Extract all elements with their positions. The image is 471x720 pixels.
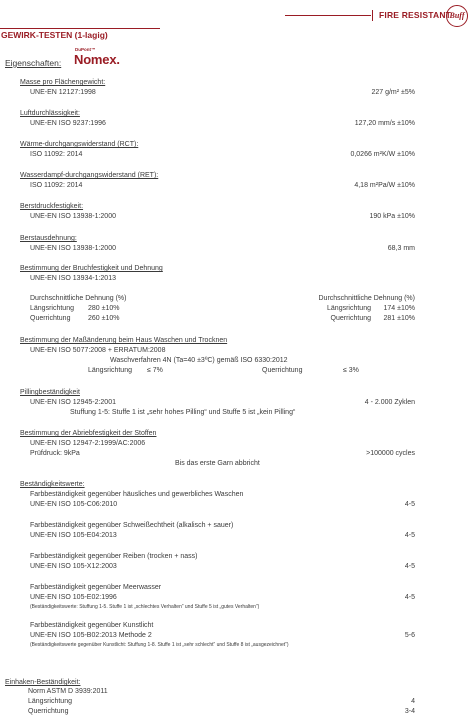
header-divider — [372, 10, 373, 21]
section-rule — [0, 28, 160, 29]
property-standard: UNE-EN ISO 13938-1:2000 — [30, 245, 116, 252]
property-name: Wärme-durchgangswiderstand (RCT): — [20, 141, 139, 148]
fastness-note: (Beständigkeitswerte gegenüber Kunstlicht: Stuffung 1-8. Stuffe 1 ist „sehr schlecht“ und Stuffe 8 ist „ausgezeichnet“) — [30, 642, 289, 648]
right-row-value: 281 ±10% — [383, 315, 415, 322]
buff-logo-icon: Buff — [446, 5, 468, 27]
property-standard: UNE-EN ISO 13938-1:2000 — [30, 213, 116, 220]
test-standard: UNE-EN ISO 12945-2:2001 — [30, 399, 116, 406]
property-standard: UNE-EN ISO 9237:1996 — [30, 120, 106, 127]
property-standard: ISO 11092: 2014 — [30, 151, 83, 158]
test-note: Stuffung 1-5: Stuffe 1 ist „sehr hohes Pilling“ und Stuffe 5 ist „kein Pilling“ — [70, 409, 296, 416]
test-name: Bestimmung der Abriebfestigkeit der Stoffen — [20, 430, 157, 437]
fastness-value: 5-6 — [404, 632, 415, 639]
fastness-label: Farbbeständigkeit gegenüber häusliches und gewerbliches Waschen — [30, 491, 244, 498]
fastness-label: Farbbeständigkeit gegenüber Reiben (trocken + nass) — [30, 553, 198, 560]
test-name: Pillingbeständigkeit — [20, 389, 80, 396]
cross-value: 3-4 — [404, 708, 415, 715]
fastness-note: (Beständigkeitswerte: Stuffung 1-5. Stuffe 1 ist „schlechtes Verhalten“ und Stuffe 5 ist „gutes Verhalten“) — [30, 604, 260, 610]
property-name: Berstausdehnung: — [20, 235, 77, 242]
test-name: Bestimmung der Bruchfestigkeit und Dehnung — [20, 265, 163, 272]
property-standard: ISO 11092: 2014 — [30, 182, 83, 189]
test-value: >100000 cycles — [366, 450, 415, 457]
right-row-value: 174 ±10% — [383, 305, 415, 312]
fastness-label: Farbbeständigkeit gegenüber Schweißechtheit (alkalisch + sauer) — [30, 522, 234, 529]
left-row-label: Längsrichtung — [30, 305, 74, 312]
fastness-standard: UNE-EN ISO 105-C06:2010 — [30, 501, 118, 508]
fastness-standard: UNE-EN ISO 105-E04:2013 — [30, 532, 117, 539]
right-heading: Durchschnittliche Dehnung (%) — [318, 295, 415, 302]
cross-label: Querrichtung — [28, 708, 69, 715]
property-value: 4,18 m²Pa/W ±10% — [354, 182, 415, 189]
fastness-value: 4-5 — [404, 563, 415, 570]
cross-label: Querrichtung — [262, 367, 303, 374]
test-note: Bis das erste Garn abbricht — [175, 460, 260, 467]
left-row-label: Querrichtung — [30, 315, 71, 322]
long-value: 4 — [411, 698, 415, 705]
brand-text: FIRE RESISTANT — [379, 10, 452, 20]
property-value: 127,20 mm/s ±10% — [354, 120, 415, 127]
property-name: Luftdurchlässigkeit: — [20, 110, 80, 117]
fastness-standard: UNE-EN ISO 105-B02:2013 Methode 2 — [30, 632, 152, 639]
dupont-label: DuPont™ — [75, 47, 96, 52]
property-standard: UNE-EN 12127:1998 — [30, 89, 96, 96]
fastness-standard: UNE-EN ISO 105-E02:1996 — [30, 594, 117, 601]
property-value: 0,0266 m²K/W ±10% — [350, 151, 415, 158]
left-row-value: 260 ±10% — [88, 315, 120, 322]
fastness-standard: UNE-EN ISO 105-X12:2003 — [30, 563, 117, 570]
test-pressure: Prüfdruck: 9kPa — [30, 450, 80, 457]
properties-label: Eigenschaften: — [5, 58, 62, 68]
wash-method: Waschverfahren 4N (Ta=40 ±3ºC) gemäß ISO 6330:2012 — [110, 357, 288, 364]
property-value: 227 g/m² ±5% — [371, 89, 415, 96]
section-name: Beständigkeitswerte: — [20, 481, 85, 488]
fastness-label: Farbbeständigkeit gegenüber Meerwasser — [30, 584, 162, 591]
page-header — [0, 0, 471, 30]
test-value: 4 - 2.000 Zyklen — [364, 399, 415, 406]
fastness-value: 4-5 — [404, 501, 415, 508]
test-name: Einhaken-Beständigkeit: — [5, 679, 81, 686]
fastness-value: 4-5 — [404, 532, 415, 539]
fastness-label: Farbbeständigkeit gegenüber Kunstlicht — [30, 622, 154, 629]
section-title: GEWIRK-TESTEN (1-lagig) — [1, 30, 108, 40]
left-heading: Durchschnittliche Dehnung (%) — [30, 295, 127, 302]
long-value: ≤ 7% — [147, 367, 163, 374]
property-name: Wasserdampf-durchgangswiderstand (RET): — [20, 172, 159, 179]
test-name: Bestimmung der Maßänderung beim Haus Waschen und Trocknen — [20, 337, 228, 344]
long-label: Längsrichtung — [28, 698, 72, 705]
property-value: 190 kPa ±10% — [369, 213, 415, 220]
fastness-value: 4-5 — [404, 594, 415, 601]
test-standard: UNE-EN ISO 13934-1:2013 — [30, 275, 116, 282]
right-row-label: Längsrichtung — [327, 305, 371, 312]
right-row-label: Querrichtung — [330, 315, 371, 322]
test-standard: Norm ASTM D 3939:2011 — [28, 688, 108, 695]
nomex-logo: Nomex. — [74, 52, 120, 67]
property-name: Berstdruckfestigkeit: — [20, 203, 84, 210]
left-row-value: 280 ±10% — [88, 305, 120, 312]
long-label: Längsrichtung — [88, 367, 132, 374]
property-name: Masse pro Flächengewicht: — [20, 79, 106, 86]
test-standard: UNE-EN ISO 5077:2008 + ERRATUM:2008 — [30, 347, 166, 354]
header-rule — [285, 15, 371, 16]
test-standard: UNE-EN ISO 12947-2:1999/AC:2006 — [30, 440, 146, 447]
property-value: 68,3 mm — [387, 245, 415, 252]
cross-value: ≤ 3% — [343, 367, 359, 374]
